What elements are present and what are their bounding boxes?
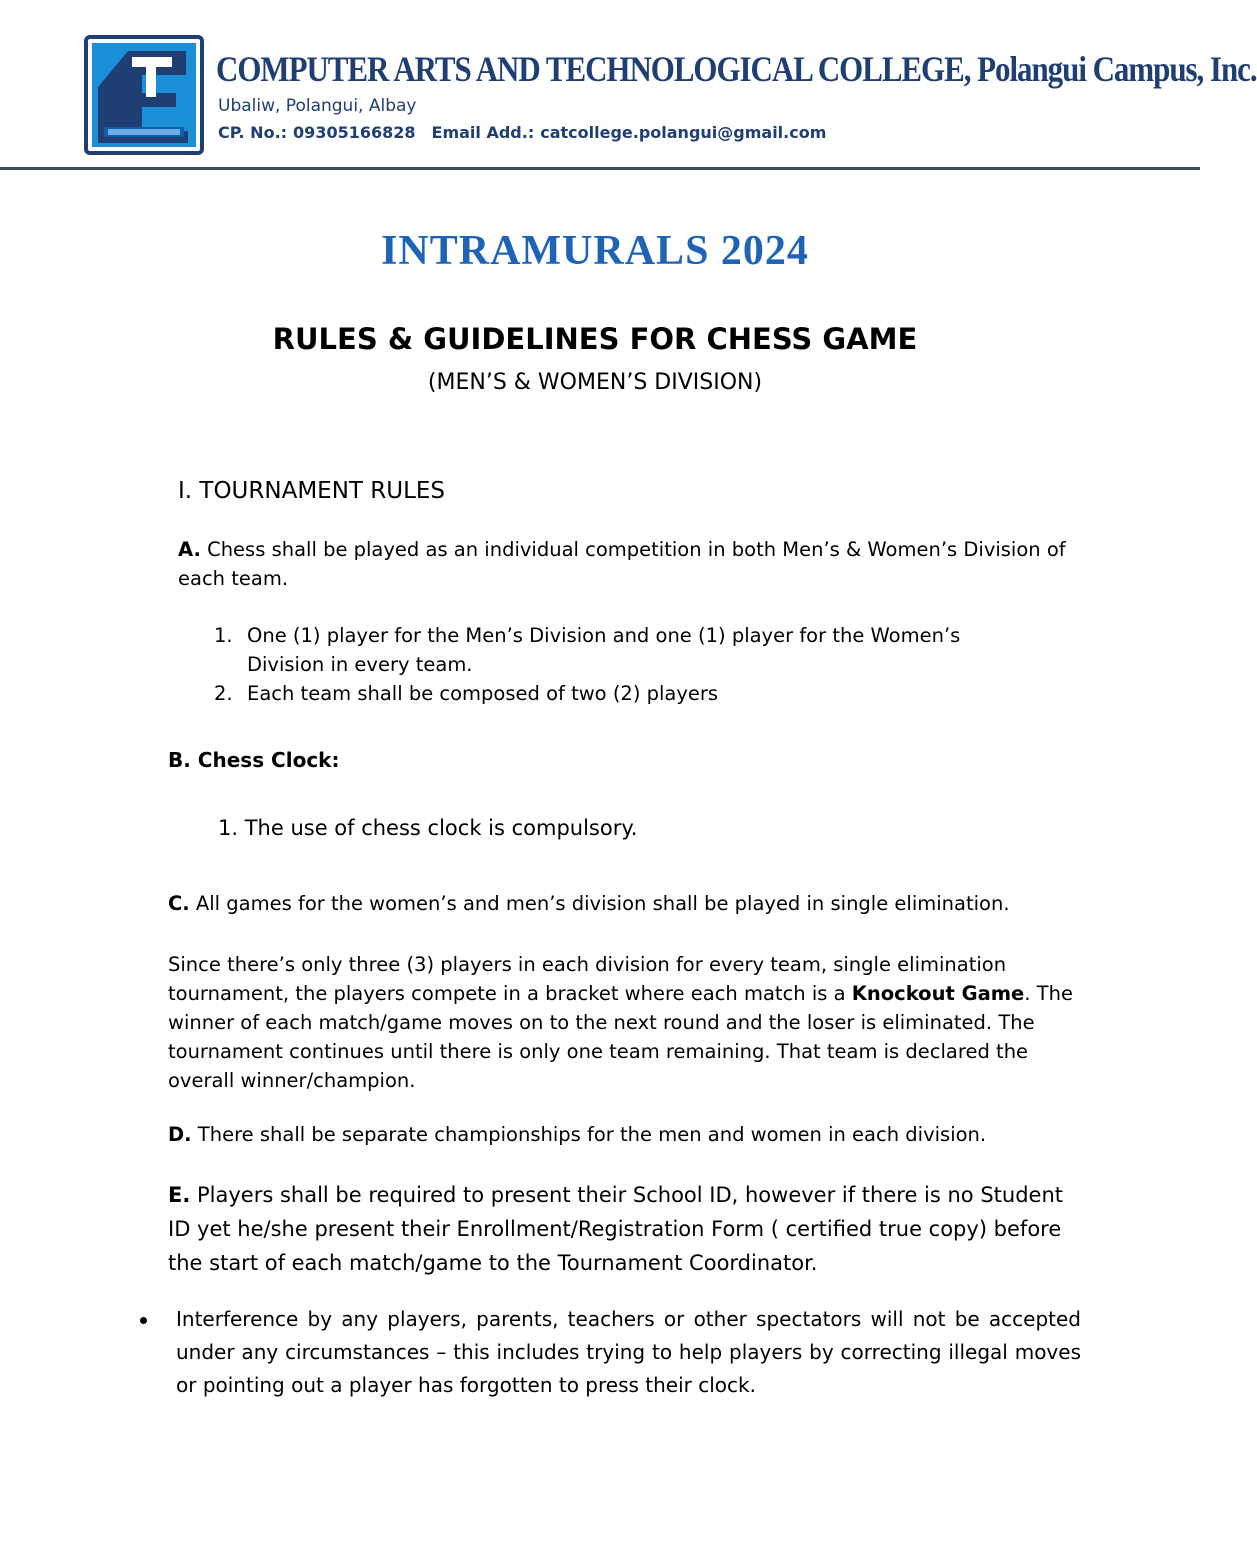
rule-e-label: E. xyxy=(168,1183,191,1207)
college-logo xyxy=(84,35,204,155)
campus-name: Polangui Campus, Inc. xyxy=(977,49,1257,89)
college-contact xyxy=(218,123,826,142)
list-number: 1. xyxy=(214,624,233,647)
division-subtitle: (MEN’S & WOMEN’S DIVISION) xyxy=(427,370,763,395)
rule-c-text: All games for the women’s and men’s division shall be played in single elimination. xyxy=(189,892,1010,915)
event-title: INTRAMURALS 2024 xyxy=(381,228,809,274)
paragraph-text: Since there’s only three (3) players in each division for every team, single elimination tournament, the players compete in a bracket where each match is a xyxy=(168,953,1007,1005)
rule-e-text: Players shall be required to present their School ID, however if there is no Student ID yet he/she present their Enrollment/Registration Form ( certified true copy) before the start of each match/game to the Tournament Coordinator. xyxy=(168,1183,1063,1275)
list-text: One (1) player for the Men’s Division and one (1) player for the Women’s Division in every team. xyxy=(247,624,961,676)
rule-b-heading: B. Chess Clock: xyxy=(168,748,340,772)
college-name: COMPUTER ARTS AND TECHNOLOGICAL COLLEGE, Polangui Campus, Inc. xyxy=(216,49,1257,89)
rule-b-item: 1. The use of chess clock is compulsory. xyxy=(218,816,638,840)
elimination-paragraph xyxy=(168,950,1098,1095)
rule-a xyxy=(178,535,1098,593)
rule-c-label: C. xyxy=(168,892,190,915)
rule-d-text: There shall be separate championships for the men and women in each division. xyxy=(191,1123,987,1146)
rule-e xyxy=(168,1178,1078,1280)
contact-label: CP. No.: xyxy=(218,123,288,142)
list-number: 2. xyxy=(214,682,233,705)
rule-c xyxy=(168,889,1098,918)
list-item xyxy=(214,679,1034,708)
rule-d-label: D. xyxy=(168,1123,192,1146)
rule-a-label: A. xyxy=(178,538,201,561)
list-item xyxy=(214,621,1034,679)
rule-d xyxy=(168,1120,1098,1149)
rule-a-list xyxy=(214,621,1034,708)
contact-email: catcollege.polangui@gmail.com xyxy=(540,123,827,142)
document-title: RULES & GUIDELINES FOR CHESS GAME xyxy=(272,322,918,356)
rule-a-text: Chess shall be played as an individual competition in both Men’s & Women’s Division of each team. xyxy=(178,538,1066,590)
section-heading: I. TOURNAMENT RULES xyxy=(178,478,446,504)
paragraph-text: . The winner of each match/game moves on to the next round and the loser is eliminated. The tournament continues until there is only one team remaining. That team is declared the overall winner/champion. xyxy=(168,982,1073,1092)
knockout-game-emphasis: Knockout Game xyxy=(851,982,1025,1005)
contact-number: 09305166828 xyxy=(293,123,416,142)
bullet-icon xyxy=(140,1317,147,1324)
list-text: Each team shall be composed of two (2) players xyxy=(247,682,719,705)
college-address: Ubaliw, Polangui, Albay xyxy=(218,96,417,116)
header-divider xyxy=(0,167,1200,170)
bullet-text: Interference by any players, parents, teachers or other spectators will not be accepted under any circumstances – this includes trying to help players by correcting illegal moves or pointing out a player has forgotten to press their clock. xyxy=(176,1307,1081,1397)
email-label: Email Add.: xyxy=(431,123,535,142)
